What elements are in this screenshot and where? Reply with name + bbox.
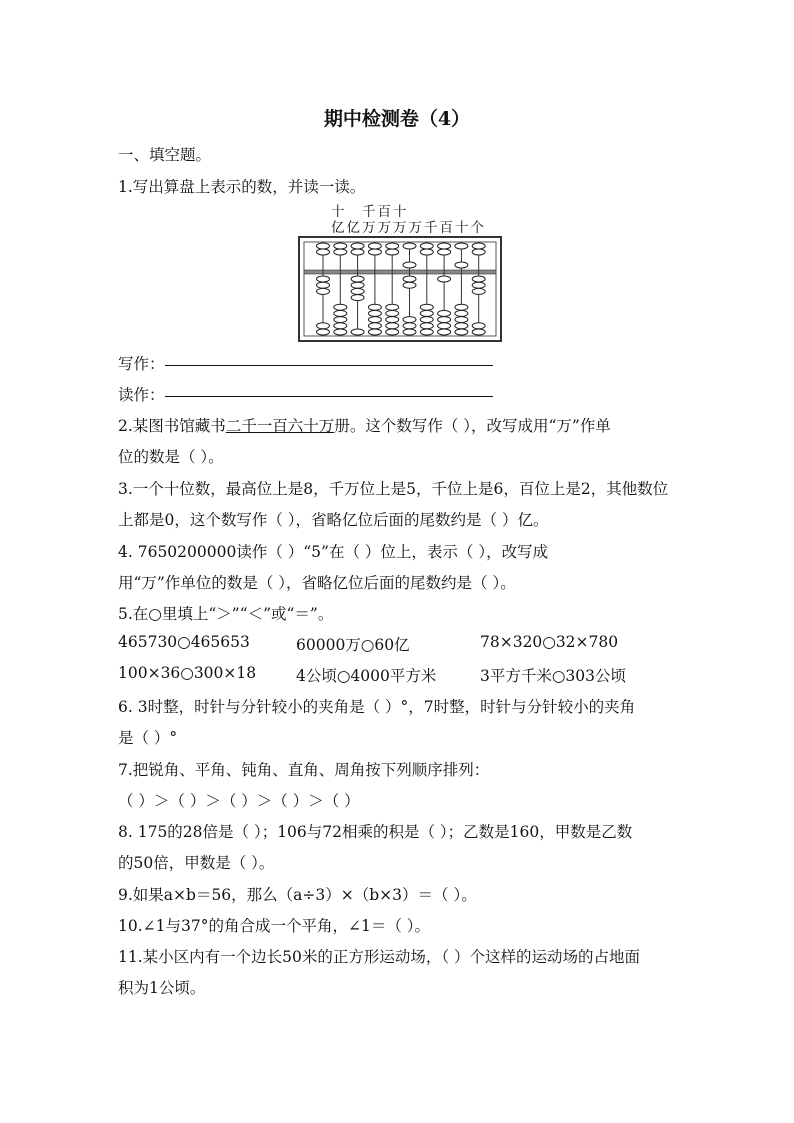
abacus-bead (438, 310, 451, 316)
abacus-bead (455, 310, 468, 316)
abacus-top-label: 十 (331, 204, 345, 220)
abacus-place-label: 万 (362, 220, 376, 236)
abacus-place-label: 亿 (331, 220, 345, 236)
abacus-bead (317, 329, 330, 335)
question-11-line-2: 积为1公顷。 (118, 979, 206, 997)
abacus-inner-frame (304, 242, 496, 336)
abacus-bead (334, 304, 347, 310)
abacus-bead (317, 282, 330, 288)
abacus-bead (455, 329, 468, 335)
q2-text-a: 2.某图书馆藏书 (118, 417, 226, 435)
abacus-bead (403, 317, 416, 323)
abacus-bead (472, 288, 485, 294)
abacus-bead (386, 249, 399, 255)
abacus-bead (438, 323, 451, 329)
abacus-bead (334, 329, 347, 335)
read-line (118, 383, 493, 405)
question-7-line-1: 7.把锐角、平角、钝角、直角、周角按下列顺序排列： (118, 761, 490, 779)
abacus-bead (455, 243, 468, 249)
abacus-bead (351, 249, 364, 255)
write-answer-line[interactable] (165, 364, 493, 366)
abacus-bead (334, 243, 347, 249)
abacus-bead (455, 262, 468, 268)
abacus-bead (403, 329, 416, 335)
question-2-line-1 (118, 414, 611, 436)
abacus-bead (472, 243, 485, 249)
section-heading: 一、填空题。 (118, 146, 212, 164)
compare-item: 78×320○32×780 (480, 633, 619, 651)
question-3-line-1: 3.一个十位数，最高位上是8，千万位上是5，千位上是6，百位上是2，其他数位 (118, 480, 669, 498)
abacus-bead (368, 243, 381, 249)
question-6-line-2: 是（ ）° (118, 729, 178, 747)
abacus-bead (438, 243, 451, 249)
abacus-bead (403, 276, 416, 282)
abacus-figure (298, 200, 502, 342)
abacus-bead (317, 243, 330, 249)
compare-item: 4公顷○4000平方米 (296, 667, 437, 685)
abacus-bead (386, 317, 399, 323)
abacus-bead (472, 276, 485, 282)
abacus-bead (351, 288, 364, 294)
abacus-bead (351, 282, 364, 288)
question-3-line-2: 上都是0，这个数写作（ ），省略亿位后面的尾数约是（ ）亿。 (118, 511, 549, 529)
abacus-bead (317, 249, 330, 255)
q2-underlined-number: 二千一百六十万 (225, 417, 335, 435)
read-answer-line[interactable] (165, 395, 493, 397)
compare-item: 60000万○60亿 (296, 636, 410, 654)
abacus-bead (420, 329, 433, 335)
abacus-bead (386, 323, 399, 329)
question-6-line-1: 6. 3时整，时针与分针较小的夹角是（ ）°，7时整，时针与分针较小的夹角 (118, 698, 636, 716)
page-title: 期中检测卷（4） (323, 108, 471, 130)
abacus-top-label: 十 (393, 204, 407, 220)
abacus-bead (403, 282, 416, 288)
question-10: 10.∠1与37°的角合成一个平角，∠1＝（ ）。 (118, 917, 430, 935)
abacus-top-label: 百 (377, 204, 391, 220)
question-2-line-2: 位的数是（ ）。 (118, 448, 224, 466)
abacus-bead (472, 323, 485, 329)
abacus-bead (386, 304, 399, 310)
abacus-bead (420, 304, 433, 310)
abacus-bead (420, 323, 433, 329)
abacus-bead (368, 310, 381, 316)
abacus-place-label: 亿 (346, 220, 360, 236)
abacus-bead (368, 323, 381, 329)
q2-text-b: 册。这个数写作（ ），改写成用“万”作单 (334, 417, 611, 435)
abacus-bead (438, 329, 451, 335)
abacus-bead (351, 329, 364, 335)
abacus-bead (368, 249, 381, 255)
abacus-place-label: 百 (439, 220, 453, 236)
abacus-bottom-labels (330, 216, 485, 236)
abacus-place-label: 千 (424, 220, 438, 236)
compare-item: 100×36○300×18 (118, 664, 257, 682)
question-9: 9.如果a×b＝56，那么（a÷3）×（b×3）＝（ ）。 (118, 886, 477, 904)
compare-item: 465730○465653 (118, 633, 250, 651)
abacus-bead (403, 262, 416, 268)
abacus-bead (455, 317, 468, 323)
abacus-bead (472, 329, 485, 335)
abacus-bead (420, 249, 433, 255)
abacus-bead (455, 304, 468, 310)
question-8-line-2: 的50倍，甲数是（ ）。 (118, 854, 275, 872)
question-5: 5.在○里填上“＞”“＜”或“＝”。 (118, 605, 334, 623)
question-8-line-1: 8. 175的28倍是（ ）；106与72相乘的积是（ ）；乙数是160，甲数是乙数 (118, 823, 633, 841)
abacus-bead (403, 243, 416, 249)
write-label: 写作： (118, 355, 165, 373)
abacus-bead (334, 310, 347, 316)
abacus-bead (403, 323, 416, 329)
abacus-bead (420, 243, 433, 249)
abacus-bead (386, 329, 399, 335)
abacus-place-label: 万 (408, 220, 422, 236)
abacus-bead (438, 249, 451, 255)
abacus-bead (386, 310, 399, 316)
abacus-top-label: 千 (362, 204, 376, 220)
abacus-bead (420, 317, 433, 323)
question-1: 1.写出算盘上表示的数，并读一读。 (118, 178, 366, 196)
compare-item: 3平方千米○303公顷 (480, 667, 626, 685)
abacus-bead (386, 243, 399, 249)
abacus-place-label: 十 (455, 220, 469, 236)
abacus-bead (351, 243, 364, 249)
read-label: 读作： (118, 386, 165, 404)
abacus-bead (368, 304, 381, 310)
question-11-line-1: 11.某小区内有一个边长50米的正方形运动场，（ ）个这样的运动场的占地面 (118, 948, 641, 966)
abacus-bead (334, 323, 347, 329)
abacus-bead (438, 317, 451, 323)
abacus-bead (455, 323, 468, 329)
question-4-line-1: 4. 7650200000读作（ ）“5”在（ ）位上，表示（ ），改写成 (118, 543, 549, 561)
abacus-bead (334, 249, 347, 255)
abacus-place-label: 万 (393, 220, 407, 236)
abacus-bead (472, 282, 485, 288)
abacus-bead (368, 329, 381, 335)
abacus-bead (317, 323, 330, 329)
abacus-bead (351, 295, 364, 301)
abacus-bead (472, 249, 485, 255)
abacus-place-label: 个 (470, 220, 484, 236)
write-line (118, 352, 493, 374)
abacus-frame (298, 236, 502, 342)
abacus-bead (317, 288, 330, 294)
question-7-line-2: （ ）＞（ ）＞（ ）＞（ ）＞（ ） (118, 792, 360, 810)
abacus-bead (368, 317, 381, 323)
abacus-bead (351, 276, 364, 282)
abacus-bead (334, 317, 347, 323)
question-4-line-2: 用“万”作单位的数是（ ），省略亿位后面的尾数约是（ ）。 (118, 574, 516, 592)
abacus-beam (304, 270, 496, 274)
abacus-bead (317, 276, 330, 282)
abacus-place-label: 万 (377, 220, 391, 236)
abacus-bead (438, 276, 451, 282)
abacus-bead (420, 310, 433, 316)
